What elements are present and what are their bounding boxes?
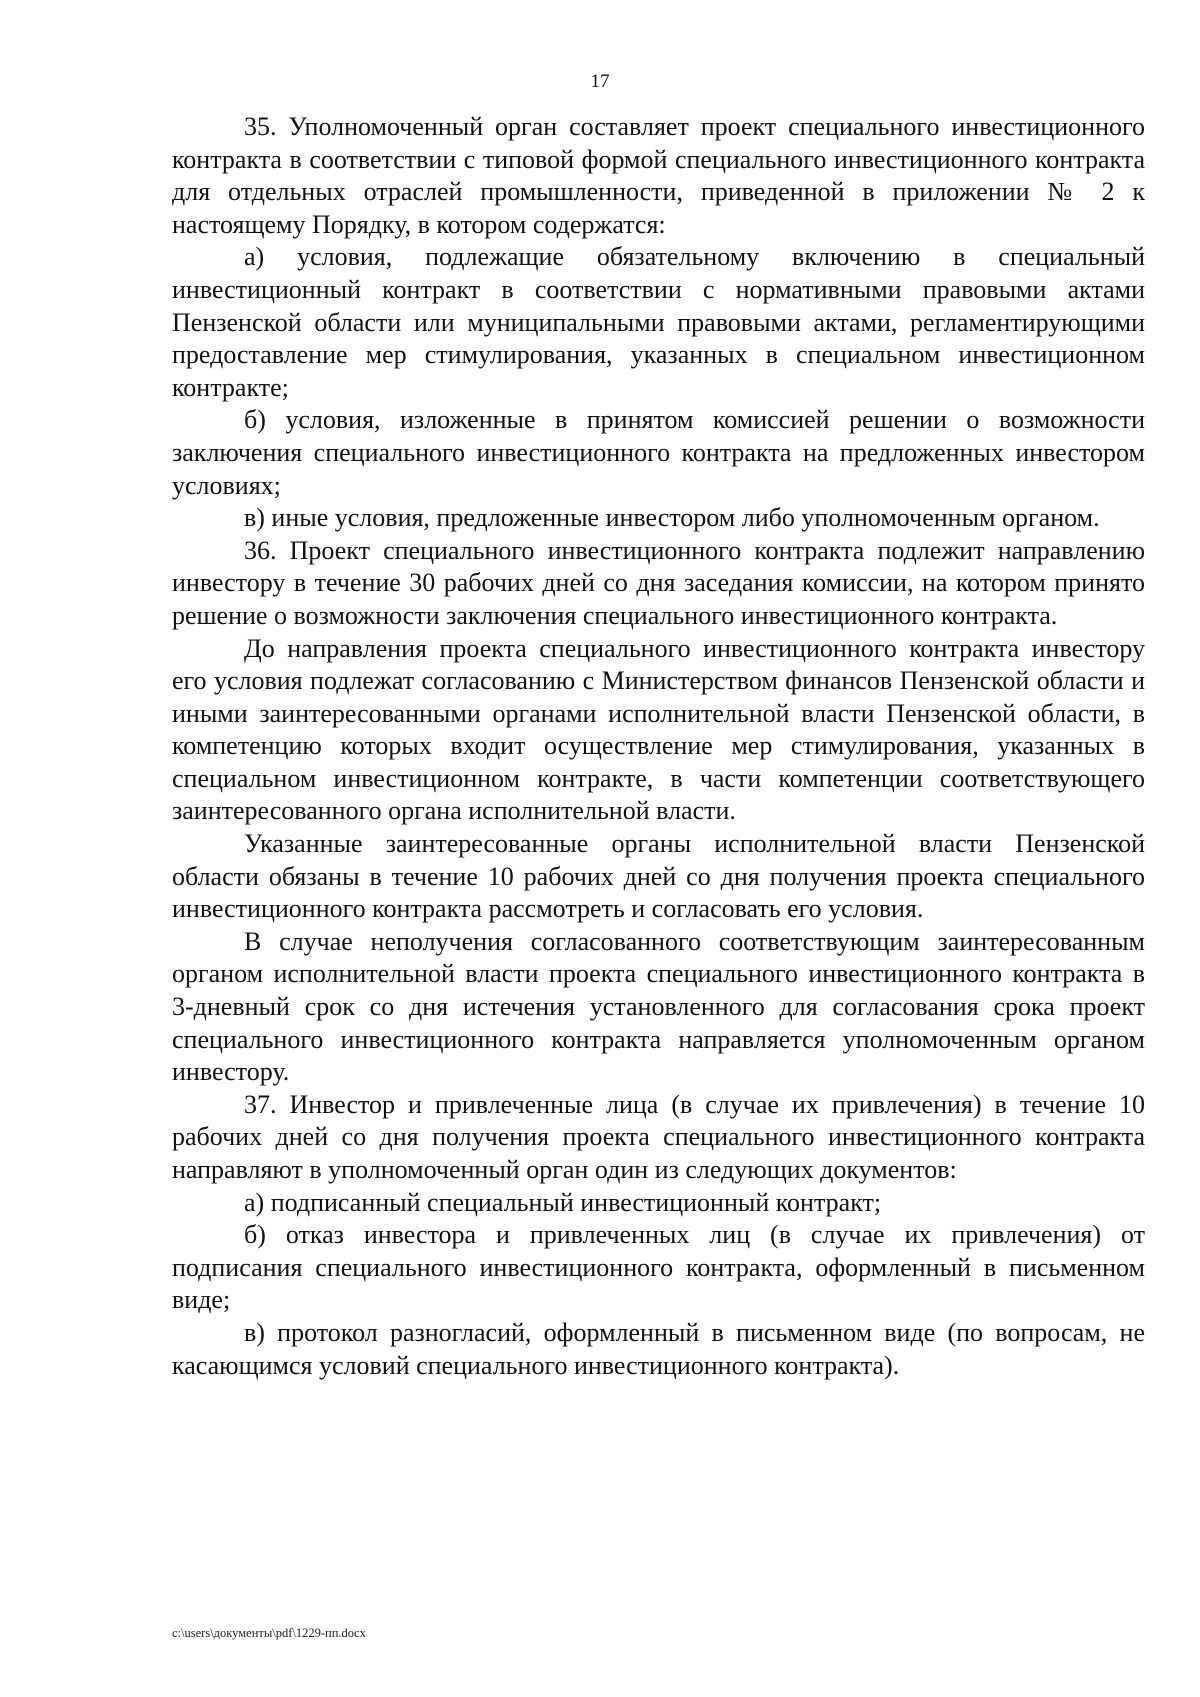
paragraph-35-a: а) условия, подлежащие обязательному включению в специальный инвестиционный контракт в соответствии с нормативными правовыми актами Пензенской области или муниципальными правовыми актами, регламентирующими предоставление мер стимулирования, указанных в специальном инвестиционном контракте; bbox=[172, 242, 1145, 402]
page-number: 17 bbox=[590, 71, 610, 92]
paragraph-35-v: в) иные условия, предложенные инвестором либо уполномоченным органом. bbox=[244, 503, 1100, 533]
document-body bbox=[172, 111, 1145, 1382]
paragraph-37: 37. Инвестор и привлеченные лица (в случае их привлечения) в течение 10 рабочих дней со дня получения проекта специального инвестиционного контракта направляют в уполномоченный орган один из следующих документов: bbox=[172, 1089, 1145, 1184]
paragraph-36-deadline: Указанные заинтересованные органы исполнительной власти Пензенской области обязаны в течение 10 рабочих дней со дня получения проекта специального инвестиционного контракта рассмотреть и согласовать его условия. bbox=[172, 829, 1145, 924]
paragraph-37-b: б) отказ инвестора и привлеченных лиц (в случае их привлечения) от подписания специального инвестиционного контракта, оформленный в письменном виде; bbox=[172, 1220, 1145, 1315]
paragraph-35-b: б) условия, изложенные в принятом комиссией решении о возможности заключения специального инвестиционного контракта на предложенных инвестором условиях; bbox=[172, 405, 1145, 500]
paragraph-37-a: а) подписанный специальный инвестиционный контракт; bbox=[244, 1187, 882, 1217]
paragraph-36-coordination: До направления проекта специального инвестиционного контракта инвестору его условия подлежат согласованию с Министерством финансов Пензенской области и иными заинтересованными органами исполнительной власти Пензенской области, в компетенцию которых входит осуществление мер стимулирования, указанных в специальном инвестиционном контракте, в части компетенции соответствующего заинтересованного органа исполнительной власти. bbox=[172, 633, 1145, 826]
paragraph-37-v: в) протокол разногласий, оформленный в письменном виде (по вопросам, не касающимся условий специального инвестиционного контракта). bbox=[172, 1317, 1145, 1380]
paragraph-35: 35. Уполномоченный орган составляет проект специального инвестиционного контракта в соответствии с типовой формой специального инвестиционного контракта для отдельных отраслей промышленности, приведенной в приложении № 2 к настоящему Порядку, в котором содержатся: bbox=[172, 112, 1145, 239]
paragraph-36: 36. Проект специального инвестиционного контракта подлежит направлению инвестору в течение 30 рабочих дней со дня заседания комиссии, на котором принято решение о возможности заключения специального инвестиционного контракта. bbox=[172, 535, 1145, 630]
footer-file-path: c:\users\документы\pdf\1229-пп.docx bbox=[172, 1626, 366, 1640]
paragraph-36-nonreceipt: В случае неполучения согласованного соответствующим заинтересованным органом исполнительной власти проекта специального инвестиционного контракта в 3-дневный срок со дня истечения установленного для согласования срока проект специального инвестиционного контракта направляется уполномоченным органом инвестору. bbox=[172, 926, 1145, 1087]
